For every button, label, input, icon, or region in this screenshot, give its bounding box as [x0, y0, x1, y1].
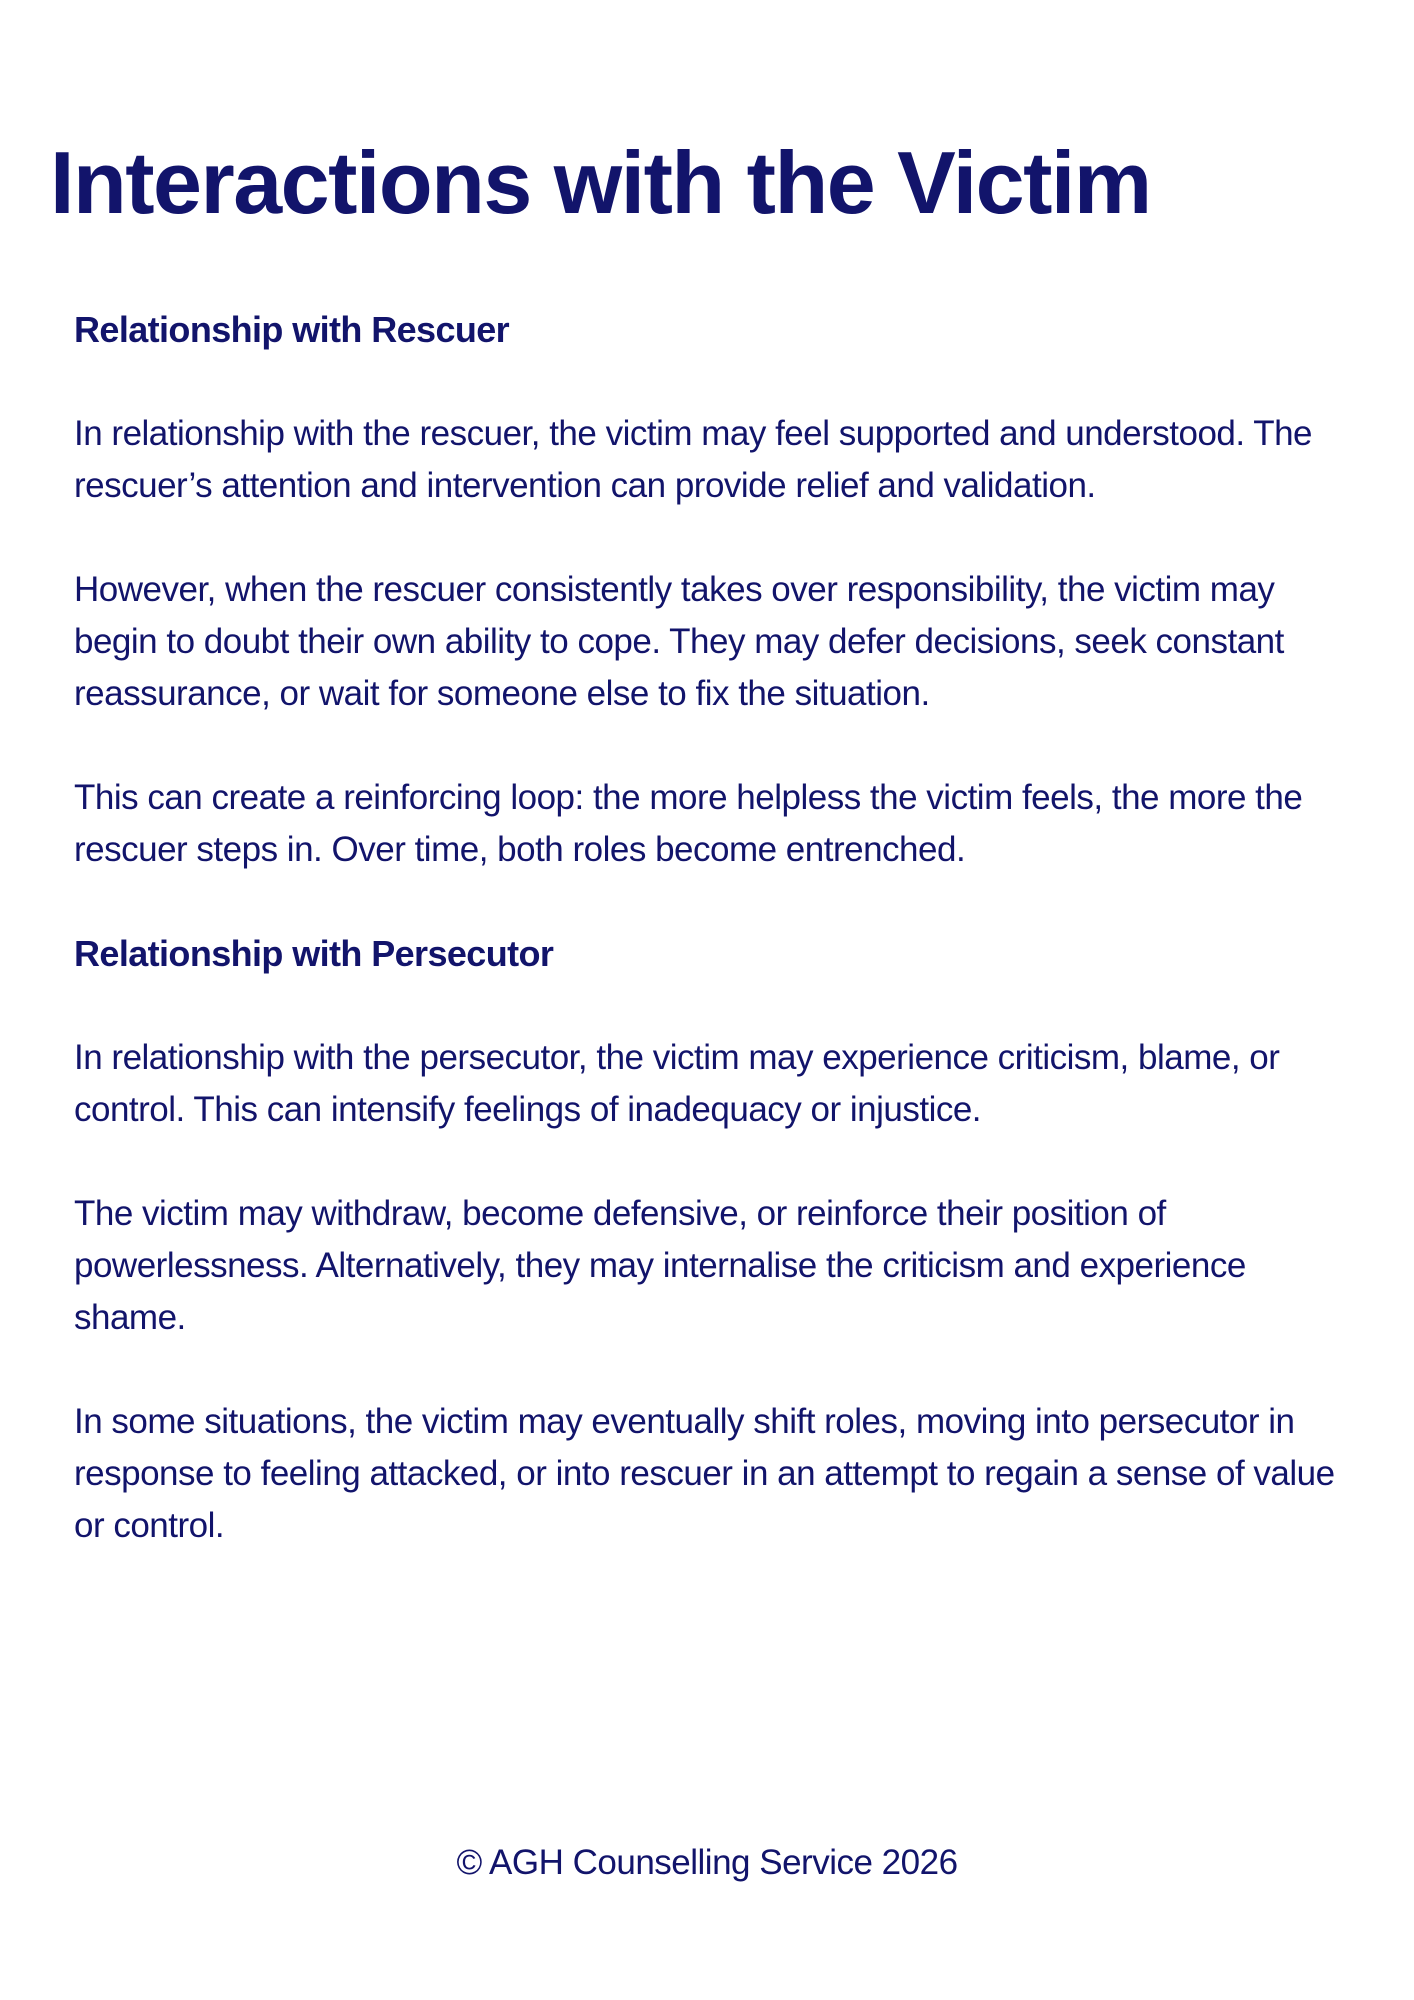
- paragraph-persecutor-3: In some situations, the victim may eventually shift roles, moving into persecutor in response to feeling attacked, or into rescuer in an attempt to regain a sense of value or control.: [74, 1402, 1335, 1545]
- section-rescuer: [74, 304, 1344, 876]
- paragraph-rescuer-1: In relationship with the rescuer, the victim may feel supported and understood. The rescuer’s attention and intervention can provide relief and validation.: [74, 414, 1313, 505]
- section-heading-persecutor: Relationship with Persecutor: [74, 933, 554, 974]
- section-heading-rescuer: Relationship with Rescuer: [74, 309, 510, 350]
- document-body: [74, 304, 1344, 1604]
- section-persecutor: [74, 928, 1344, 1552]
- paragraph-persecutor-2: The victim may withdraw, become defensive, or reinforce their position of powerlessness. Alternatively, they may internalise the criticism and experience shame.: [74, 1194, 1246, 1337]
- paragraph-rescuer-2: However, when the rescuer consistently takes over responsibility, the victim may begin to doubt their own ability to cope. They may defer decisions, seek constant reassurance, or wait for someone else to fix the situation.: [74, 570, 1284, 713]
- page-title: Interactions with the Victim: [50, 133, 1151, 232]
- copyright-footer: © AGH Counselling Service 2026: [456, 1843, 958, 1882]
- paragraph-persecutor-1: In relationship with the persecutor, the victim may experience criticism, blame, or control. This can intensify feelings of inadequacy or injustice.: [74, 1038, 1280, 1129]
- paragraph-rescuer-3: This can create a reinforcing loop: the more helpless the victim feels, the more the rescuer steps in. Over time, both roles become entrenched.: [74, 778, 1303, 869]
